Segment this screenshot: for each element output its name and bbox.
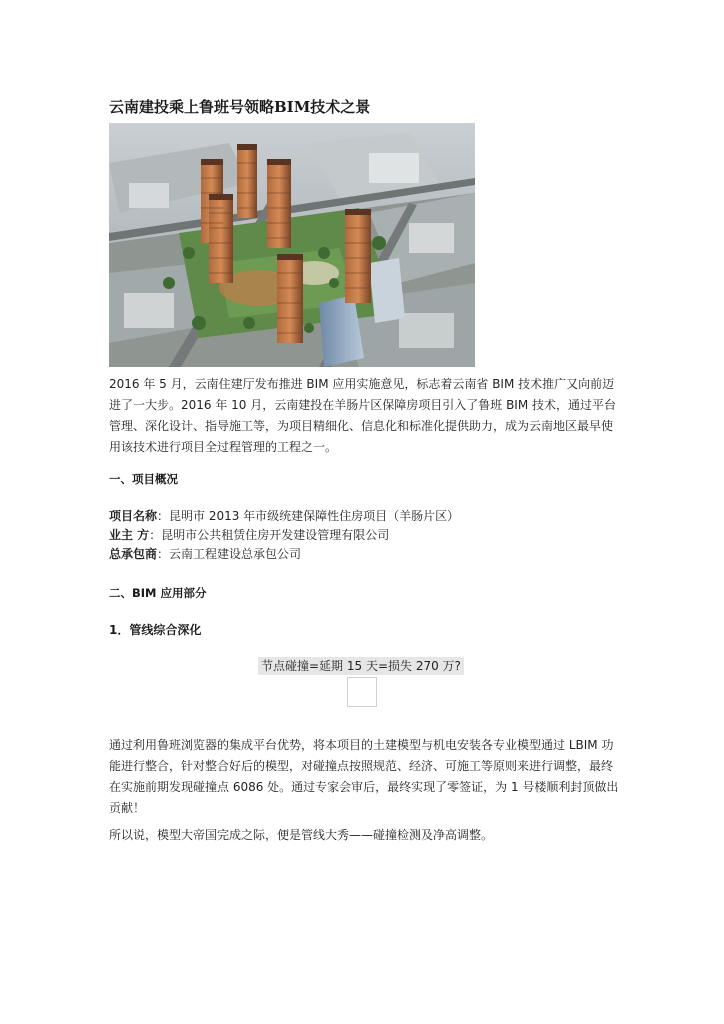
project-owner-label: 业主 方 [109, 528, 150, 542]
closing-paragraph: 所以说，模型大帝国完成之际，便是管线大秀——碰撞检测及净高调整。 [109, 828, 494, 842]
image-placeholder [347, 677, 377, 707]
project-name-line [109, 507, 459, 525]
project-aerial-image [109, 123, 475, 367]
project-contractor-label: 总承包商 [109, 547, 158, 561]
section-heading-overview: 一、项目概况 [109, 472, 178, 486]
section-heading-bim: 二、BIM 应用部分 [109, 586, 207, 600]
collision-highlight: 节点碰撞=延期 15 天=损失 270 万? [258, 657, 464, 675]
intro-paragraph: 2016 年 5 月，云南住建厅发布推进 BIM 应用实施意见，标志着云南省 BIM 技术推广又向前迈进了一大步。2016 年 10 月，云南建投在羊肠片区保障房项目引入了鲁班 BIM 技术，通过平台管理、深化设计、指导施工等，为项目精细化、信息化和标准化提供助力，成为云南地区最早使用该技术进行项目全过程管理的工程之一。 [109, 377, 617, 454]
project-contractor-line [109, 545, 301, 563]
project-name-value: ：昆明市 2013 年市级统建保障性住房项目（羊肠片区） [157, 509, 460, 523]
project-owner-value: ：昆明市公共租赁住房开发建设管理有限公司 [149, 528, 390, 542]
project-name-label: 项目名称 [109, 509, 158, 523]
project-contractor-value: ：云南工程建设总承包公司 [157, 547, 302, 561]
body-paragraph: 通过利用鲁班浏览器的集成平台优势，将本项目的土建模型与机电安装各专业模型通过 LBIM 功能进行整合，针对整合好后的模型，对碰撞点按照规范、经济、可施工等原则来进行调整，最终在实施前期发现碰撞点 6086 处。通过专家会审后，最终实现了零签证，为 1 号楼顺利封顶做出贡献！ [109, 738, 619, 815]
subsection-heading-pipeline: 1．管线综合深化 [109, 623, 202, 637]
document-title: 云南建投乘上鲁班号领略BIM技术之景 [109, 98, 371, 116]
project-owner-line [109, 526, 389, 544]
